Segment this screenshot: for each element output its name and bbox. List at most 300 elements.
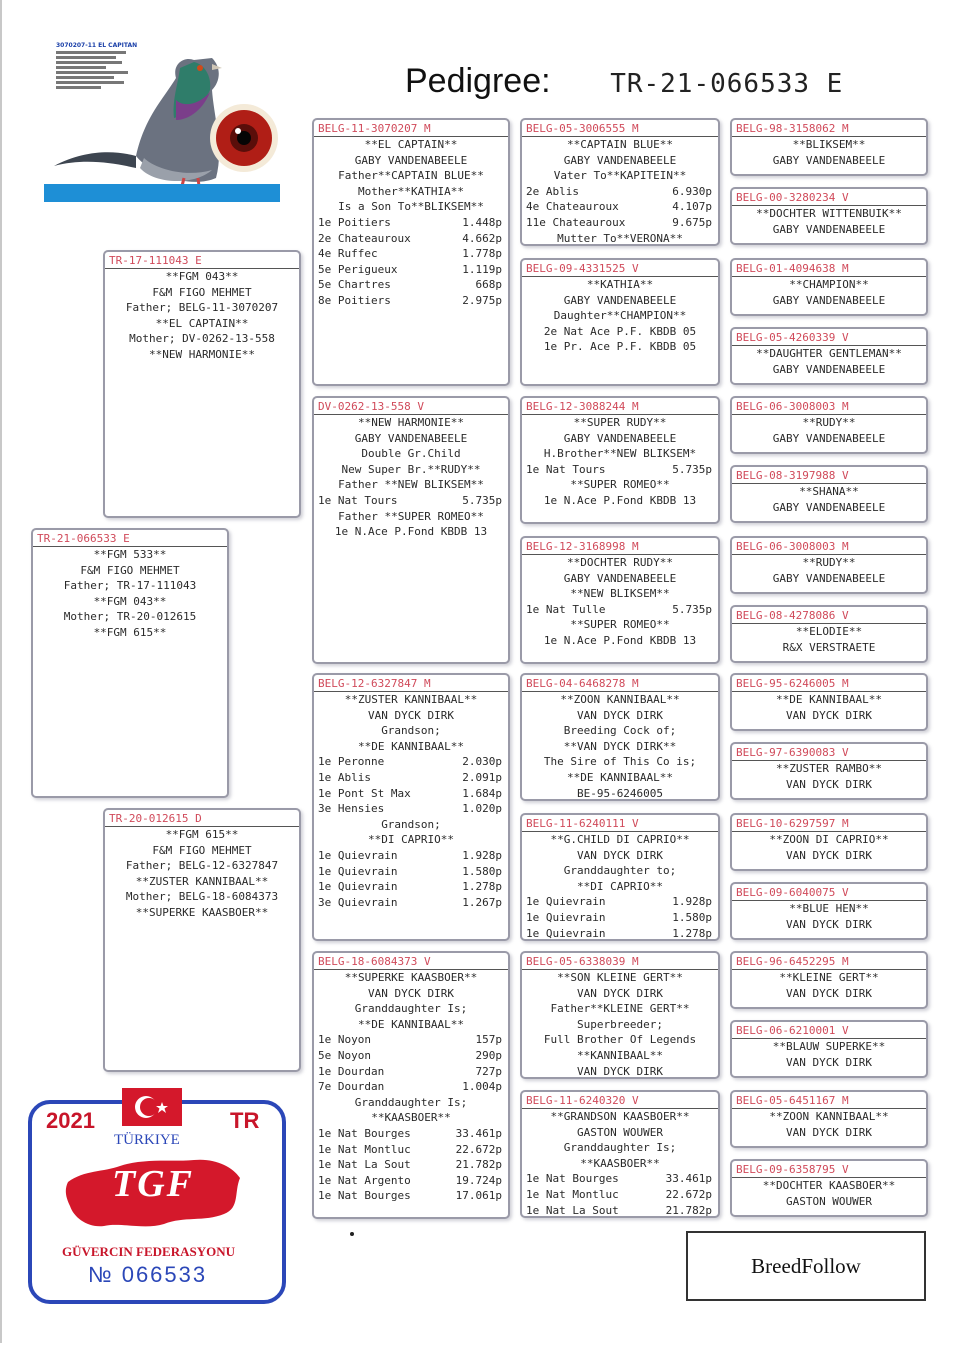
ring-number: BELG-95-6246005 M	[732, 675, 926, 692]
pedigree-line: Daughter**CHAMPION**	[553, 309, 687, 323]
result-prize: 727p	[475, 1064, 502, 1078]
ring-number: BELG-05-3006555 M	[522, 120, 718, 137]
ring-number: BELG-09-6358795 V	[732, 1161, 926, 1178]
pedigree-box-g3	[730, 258, 928, 316]
pedigree-box-ssd	[520, 258, 720, 386]
pedigree-line: Mother; DV-0262-13-558	[129, 332, 275, 346]
pedigree-line: **FGM 043**	[93, 594, 167, 608]
pedigree-line: **GRANDSON KAASBOER**	[550, 1110, 690, 1123]
result-race: 1e Nat Argento	[318, 1173, 411, 1187]
pedigree-line: **SHANA**	[799, 485, 859, 498]
pedigree-line: Father; BELG-12-6327847	[125, 859, 279, 873]
pedigree-line: Full Brother Of Legends	[543, 1033, 697, 1047]
ring-number: BELG-08-4278086 V	[732, 607, 926, 624]
pedigree-line: F&M FIGO MEHMET	[152, 285, 252, 299]
pedigree-line: 1e Pr. Ace P.F. KBDB 05	[543, 340, 697, 354]
pedigree-line: 2e Nat Ace P.F. KBDB 05	[543, 324, 697, 338]
pigeon-photo	[44, 38, 280, 202]
pedigree-line: **NEW HARMONIE**	[149, 347, 255, 361]
pedigree-box-ss	[312, 118, 510, 386]
result-race: 8e Poitiers	[318, 293, 391, 307]
pedigree-box-subject	[31, 528, 229, 798]
pedigree-box-g7	[730, 536, 928, 594]
pedigree-line: **ZUSTER RAMBO**	[776, 762, 882, 775]
ring-number: TR-20-012615 D	[105, 810, 299, 827]
stamp-country-code: TR	[230, 1108, 260, 1133]
result-row	[314, 215, 508, 231]
pedigree-line: GABY VANDENABEELE	[354, 431, 468, 445]
pedigree-line: **DOCHTER RUDY**	[567, 556, 673, 569]
pedigree-line: **SON KLEINE GERT**	[557, 971, 683, 984]
ring-number: BELG-09-6040075 V	[732, 884, 926, 901]
result-race: 5e Chartres	[318, 278, 391, 292]
pedigree-line: **DI CAPRIO**	[367, 833, 455, 847]
result-race: 1e Nat Tours	[318, 493, 398, 507]
ring-number: BELG-98-3158062 M	[732, 120, 926, 137]
pedigree-line: **ZOON KANNIBAAL**	[560, 693, 680, 706]
result-prize: 33.461p	[455, 1126, 502, 1140]
pedigree-line: VAN DYCK DIRK	[576, 986, 664, 1000]
pedigree-box-g12	[730, 882, 928, 940]
result-prize: 21.782p	[455, 1158, 502, 1172]
result-row	[314, 770, 508, 786]
pedigree-line: VAN DYCK DIRK	[785, 917, 873, 931]
result-row	[314, 1142, 508, 1158]
photo-bar	[44, 184, 280, 202]
pedigree-line: 1e N.Ace P.Fond KBDB 13	[543, 493, 697, 507]
result-prize: 5.735p	[672, 602, 712, 616]
brand-label: BreedFollow	[751, 1253, 861, 1278]
result-row	[522, 910, 718, 926]
result-race: 1e Quievrain	[318, 848, 398, 862]
pedigree-line: **ZOON DI CAPRIO**	[769, 833, 889, 846]
pedigree-line: GABY VANDENABEELE	[563, 571, 677, 585]
result-prize: 6.930p	[672, 184, 712, 198]
result-prize: 4.662p	[462, 231, 502, 245]
breedfollow-brand-box	[686, 1231, 926, 1301]
result-row	[314, 293, 508, 309]
pedigree-line: Mother; TR-20-012615	[63, 610, 197, 624]
pedigree-line: GABY VANDENABEELE	[772, 431, 886, 445]
ring-number: BELG-12-3168998 M	[522, 538, 718, 555]
pedigree-box-sss	[520, 118, 720, 246]
result-race: 1e Quievrain	[526, 926, 606, 940]
ring-number: BELG-06-3008003 M	[732, 398, 926, 415]
pedigree-line: **SUPERKE KAASBOER**	[344, 971, 478, 984]
pedigree-line: R&X VERSTRAETE	[782, 640, 876, 654]
pedigree-line: **DOCHTER WITTENBUIK**	[756, 207, 902, 220]
result-prize: 4.107p	[672, 200, 712, 214]
pedigree-line: **ZUSTER KANNIBAAL**	[344, 693, 478, 706]
result-prize: 1.448p	[462, 215, 502, 229]
result-row	[314, 1126, 508, 1142]
result-row	[314, 493, 508, 509]
pedigree-line: VAN DYCK DIRK	[367, 986, 455, 1000]
pedigree-box-ds	[312, 673, 510, 941]
pedigree-line: Mutter To**VERONA**	[557, 231, 683, 245]
result-row	[522, 1171, 718, 1187]
pedigree-line: VAN DYCK DIRK	[785, 708, 873, 722]
result-prize: 19.724p	[455, 1173, 502, 1187]
ring-number: BELG-09-4331525 V	[522, 260, 718, 277]
pedigree-line: Grandson;	[381, 724, 441, 738]
pedigree-line: GABY VANDENABEELE	[772, 362, 886, 376]
pedigree-line: **SUPER RUDY**	[573, 416, 667, 429]
pedigree-box-g1	[730, 118, 928, 176]
ring-number: TR-21-066533 E	[33, 530, 227, 547]
pedigree-box-sd	[312, 396, 510, 664]
result-prize: 22.672p	[665, 1187, 712, 1201]
result-row	[314, 1173, 508, 1189]
pedigree-line: Granddaughter Is;	[563, 1141, 677, 1155]
pedigree-line: Mother**KATHIA**	[358, 184, 464, 198]
stamp-number: № 066533	[88, 1262, 208, 1287]
pedigree-line: **KAASBOER**	[580, 1156, 660, 1170]
pedigree-line: **BLIKSEM**	[792, 138, 866, 151]
pedigree-header	[405, 62, 905, 106]
ring-number: BELG-06-6210001 V	[732, 1022, 926, 1039]
result-prize: 668p	[475, 278, 502, 292]
turkey-flag-icon	[122, 1088, 182, 1126]
result-row	[314, 262, 508, 278]
pedigree-line: Father **NEW BLIKSEM**	[338, 478, 484, 492]
pedigree-line: GABY VANDENABEELE	[772, 222, 886, 236]
result-race: 11e Chateauroux	[526, 215, 626, 229]
pedigree-box-g16	[730, 1159, 928, 1217]
pedigree-line: GABY VANDENABEELE	[772, 293, 886, 307]
result-race: 3e Hensies	[318, 802, 385, 816]
result-row	[314, 1188, 508, 1204]
result-prize: 22.672p	[455, 1142, 502, 1156]
result-row	[522, 184, 718, 200]
pedigree-line: **FGM 615**	[165, 828, 239, 841]
result-prize: 1.928p	[672, 895, 712, 909]
pedigree-line: **NEW BLIKSEM**	[570, 587, 670, 601]
pedigree-line: **KLEINE GERT**	[779, 971, 879, 984]
result-race: 1e Ablis	[318, 770, 371, 784]
pedigree-line: VAN DYCK DIRK	[576, 708, 664, 722]
result-prize: 1.928p	[462, 848, 502, 862]
result-race: 3e Quievrain	[318, 895, 398, 909]
pedigree-line: 1e N.Ace P.Fond KBDB 13	[334, 525, 488, 539]
pedigree-line: **NEW HARMONIE**	[358, 416, 464, 429]
result-row	[314, 895, 508, 911]
result-row	[314, 864, 508, 880]
result-race: 1e Nat Tours	[526, 462, 606, 476]
pedigree-line: GABY VANDENABEELE	[563, 153, 677, 167]
stamp-country: TÜRKIYE	[114, 1132, 180, 1148]
pedigree-box-g8	[730, 605, 928, 663]
result-prize: 2.030p	[462, 755, 502, 769]
result-race: 1e Nat La Sout	[318, 1158, 411, 1172]
pedigree-line: Breeding Cock of;	[563, 724, 677, 738]
result-prize: 1.778p	[462, 247, 502, 261]
pedigree-box-g6	[730, 465, 928, 523]
ring-number: BELG-97-6390083 V	[732, 744, 926, 761]
pedigree-box-g5	[730, 396, 928, 454]
result-prize: 2.975p	[462, 293, 502, 307]
result-race: 1e Noyon	[318, 1033, 371, 1047]
result-race: 5e Perigueux	[318, 262, 398, 276]
result-prize: 5.735p	[462, 493, 502, 507]
result-row	[522, 199, 718, 215]
result-race: 1e Nat Bourges	[318, 1126, 411, 1140]
pedigree-box-dss	[520, 673, 720, 801]
result-race: 5e Noyon	[318, 1048, 371, 1062]
pedigree-line: GABY VANDENABEELE	[354, 153, 468, 167]
result-race: 1e Quievrain	[318, 880, 398, 894]
result-prize: 1.684p	[462, 786, 502, 800]
pedigree-line: Grandson;	[381, 817, 441, 831]
ring-number: BELG-18-6084373 V	[314, 953, 508, 970]
pedigree-line: **RUDY**	[802, 556, 856, 569]
result-row	[522, 1187, 718, 1203]
pedigree-line: Superbreeder;	[576, 1017, 664, 1031]
pedigree-box-dam	[103, 808, 301, 1072]
pedigree-line: **SUPER ROMEO**	[570, 478, 670, 492]
pedigree-line: **CHAMPION**	[789, 278, 869, 291]
result-race: 1e Poitiers	[318, 215, 391, 229]
stamp-year: 2021	[46, 1108, 95, 1133]
pedigree-box-g11	[730, 813, 928, 871]
pedigree-line: **DE KANNIBAAL**	[567, 770, 673, 784]
pedigree-line: Granddaughter to;	[563, 864, 677, 878]
ring-number: BELG-11-6240320 V	[522, 1092, 718, 1109]
pedigree-line: **KAASBOER**	[371, 1111, 451, 1125]
result-row	[522, 1203, 718, 1218]
pedigree-line: GASTON WOUWER	[576, 1125, 664, 1139]
result-row	[522, 215, 718, 231]
result-row	[314, 754, 508, 770]
result-prize: 21.782p	[665, 1203, 712, 1217]
pedigree-line: Is a Son To**BLIKSEM**	[338, 200, 484, 214]
result-prize: 1.020p	[462, 802, 502, 816]
pedigree-line: **DI CAPRIO**	[576, 879, 664, 893]
pedigree-box-g9	[730, 673, 928, 731]
pedigree-box-g4	[730, 327, 928, 385]
pedigree-line: **KATHIA**	[586, 278, 654, 291]
pedigree-line: VAN DYCK DIRK	[576, 1064, 664, 1078]
result-row	[314, 246, 508, 262]
pedigree-box-dds	[520, 951, 720, 1079]
result-row	[314, 848, 508, 864]
result-row	[314, 1064, 508, 1080]
pedigree-line: **DE KANNIBAAL**	[776, 693, 882, 706]
pedigree-line: Father **SUPER ROMEO**	[338, 509, 484, 523]
tgf-stamp	[18, 1080, 288, 1310]
result-prize: 1.580p	[672, 910, 712, 924]
result-row	[522, 462, 718, 478]
result-race: 1e Nat La Sout	[526, 1203, 619, 1217]
pedigree-line: Granddaughter Is;	[354, 1095, 468, 1109]
pedigree-line: **FGM 615**	[93, 625, 167, 639]
pedigree-line: **CAPTAIN BLUE**	[567, 138, 673, 151]
result-race: 2e Chateauroux	[318, 231, 411, 245]
result-race: 1e Quievrain	[526, 895, 606, 909]
result-prize: 1.004p	[462, 1080, 502, 1094]
pedigree-line: GASTON WOUWER	[785, 1194, 873, 1208]
pedigree-line: GABY VANDENABEELE	[563, 431, 677, 445]
pedigree-line: VAN DYCK DIRK	[785, 848, 873, 862]
pedigree-line: Father; BELG-11-3070207	[125, 301, 279, 315]
result-row	[314, 786, 508, 802]
pedigree-line: **RUDY**	[802, 416, 856, 429]
result-race: 2e Ablis	[526, 184, 579, 198]
result-prize: 17.061p	[455, 1189, 502, 1203]
result-race: 1e Quievrain	[318, 864, 398, 878]
ring-number: BELG-11-6240111 V	[522, 815, 718, 832]
pedigree-line: GABY VANDENABEELE	[772, 500, 886, 514]
result-row	[314, 879, 508, 895]
pedigree-line: F&M FIGO MEHMET	[80, 563, 180, 577]
result-row	[314, 1157, 508, 1173]
ring-number: TR-17-111043 E	[105, 252, 299, 269]
pedigree-box-ddd	[520, 1090, 720, 1218]
result-prize: 2.091p	[462, 770, 502, 784]
result-race: 1e Nat Montluc	[318, 1142, 411, 1156]
pedigree-box-g2	[730, 187, 928, 245]
pedigree-line: 1e N.Ace P.Fond KBDB 13	[543, 633, 697, 647]
result-race: 1e Peronne	[318, 755, 385, 769]
ring-number: BELG-01-4094638 M	[732, 260, 926, 277]
result-race: 1e Nat Montluc	[526, 1187, 619, 1201]
pedigree-line: GABY VANDENABEELE	[563, 293, 677, 307]
pedigree-box-sdd	[520, 536, 720, 664]
pedigree-line: **DE KANNIBAAL**	[358, 739, 464, 753]
result-race: 1e Nat Bourges	[526, 1172, 619, 1186]
result-race: 4e Chateauroux	[526, 200, 619, 214]
pedigree-line: BE-95-6246005	[576, 786, 664, 800]
pedigree-line: VAN DYCK DIRK	[367, 708, 455, 722]
pedigree-line: The Sire of This Co is;	[543, 755, 697, 769]
ring-number: DV-0262-13-558 V	[314, 398, 508, 415]
result-race: 1e Nat Bourges	[318, 1189, 411, 1203]
ring-number: BELG-00-3280234 V	[732, 189, 926, 206]
result-row	[314, 231, 508, 247]
pedigree-line: **DOCHTER KAASBOER**	[762, 1179, 896, 1192]
result-prize: 290p	[475, 1048, 502, 1062]
pedigree-line: GABY VANDENABEELE	[772, 153, 886, 167]
pedigree-line: F&M FIGO MEHMET	[152, 843, 252, 857]
ring-number: BELG-05-6338039 M	[522, 953, 718, 970]
pedigree-line: Father**CAPTAIN BLUE**	[338, 169, 484, 183]
pedigree-line: Granddaughter Is;	[354, 1002, 468, 1016]
pedigree-box-g14	[730, 1020, 928, 1078]
ring-number: BELG-11-3070207 M	[314, 120, 508, 137]
ring-number: BELG-06-3008003 M	[732, 538, 926, 555]
pedigree-line: Mother; BELG-18-6084373	[125, 890, 279, 904]
pedigree-box-sds	[520, 396, 720, 524]
result-row	[314, 1079, 508, 1095]
pedigree-line: VAN DYCK DIRK	[785, 1055, 873, 1069]
ring-number: BELG-08-3197988 V	[732, 467, 926, 484]
pedigree-line: VAN DYCK DIRK	[785, 986, 873, 1000]
pedigree-line: **BLUE HEN**	[789, 902, 869, 915]
stamp-federation: GÜVERCIN FEDERASYONU	[62, 1244, 235, 1259]
result-prize: 1.580p	[462, 864, 502, 878]
result-prize: 1.119p	[462, 262, 502, 276]
result-row	[314, 801, 508, 817]
pedigree-line: Vater To**KAPITEIN**	[553, 169, 687, 183]
photo-caption-ring: 3070207-11 EL CAPITAN	[56, 42, 138, 49]
ring-number: BELG-12-6327847 M	[314, 675, 508, 692]
result-row	[314, 1032, 508, 1048]
result-race: 1e Pont St Max	[318, 786, 411, 800]
pedigree-line: GABY VANDENABEELE	[772, 571, 886, 585]
result-prize: 5.735p	[672, 462, 712, 476]
result-prize: 1.267p	[462, 895, 502, 909]
result-race: 1e Dourdan	[318, 1064, 385, 1078]
subject-ring-title: TR-21-066533 E	[610, 69, 844, 99]
pedigree-line: Father; TR-17-111043	[63, 579, 197, 593]
result-race: 1e Quievrain	[526, 910, 606, 924]
result-row	[522, 926, 718, 941]
pedigree-line: **DE KANNIBAAL**	[358, 1017, 464, 1031]
pedigree-box-sire	[103, 250, 301, 518]
pedigree-line: **EL CAPTAIN**	[155, 316, 249, 330]
pedigree-line: VAN DYCK DIRK	[576, 848, 664, 862]
pedigree-line: New Super Br.**RUDY**	[341, 462, 481, 476]
ring-number: BELG-05-4260339 V	[732, 329, 926, 346]
result-prize: 9.675p	[672, 215, 712, 229]
tgf-logo: TGF	[112, 1163, 194, 1205]
pedigree-line: VAN DYCK DIRK	[785, 777, 873, 791]
result-row	[522, 602, 718, 618]
pedigree-line: **ZOON KANNIBAAL**	[769, 1110, 889, 1123]
ring-number: BELG-96-6452295 M	[732, 953, 926, 970]
page-title: Pedigree:	[405, 62, 551, 100]
result-prize: 33.461p	[665, 1172, 712, 1186]
pedigree-line: Double Gr.Child	[361, 447, 461, 461]
result-row	[314, 277, 508, 293]
pedigree-line: **FGM 533**	[93, 548, 167, 561]
pedigree-line: **SUPERKE KAASBOER**	[135, 905, 269, 919]
pedigree-line: **KANNIBAAL**	[576, 1048, 664, 1062]
pedigree-line: **DAUGHTER GENTLEMAN**	[756, 347, 902, 360]
pedigree-line: **ZUSTER KANNIBAAL**	[135, 874, 269, 888]
pedigree-box-dd	[312, 951, 510, 1219]
pedigree-box-g15	[730, 1090, 928, 1148]
ring-number: BELG-12-3088244 M	[522, 398, 718, 415]
result-prize: 1.278p	[462, 880, 502, 894]
pedigree-line: Father**KLEINE GERT**	[550, 1002, 690, 1016]
pedigree-line: VAN DYCK DIRK	[785, 1125, 873, 1139]
pigeon-icon	[44, 38, 280, 202]
result-row	[522, 894, 718, 910]
result-row	[314, 1048, 508, 1064]
pedigree-line: **VAN DYCK DIRK**	[563, 739, 677, 753]
pedigree-line: **G.CHILD DI CAPRIO**	[550, 833, 690, 846]
pedigree-line: **SUPER ROMEO**	[570, 618, 670, 632]
ring-number: BELG-10-6297597 M	[732, 815, 926, 832]
result-prize: 1.278p	[672, 926, 712, 940]
pedigree-line: **BLAUW SUPERKE**	[772, 1040, 886, 1053]
result-prize: 157p	[475, 1033, 502, 1047]
result-race: 1e Nat Tulle	[526, 602, 606, 616]
pedigree-line: **FGM 043**	[165, 270, 239, 283]
pedigree-line: **EL CAPTAIN**	[364, 138, 458, 151]
result-race: 7e Dourdan	[318, 1080, 385, 1094]
ring-number: BELG-04-6468278 M	[522, 675, 718, 692]
result-race: 4e Ruffec	[318, 247, 378, 261]
pedigree-box-dsd	[520, 813, 720, 941]
pedigree-line: **ELODIE**	[795, 625, 863, 638]
pedigree-line: H.Brother**NEW BLIKSEM*	[543, 447, 697, 461]
ring-number: BELG-05-6451167 M	[732, 1092, 926, 1109]
stray-dot	[350, 1232, 354, 1236]
pedigree-box-g10	[730, 742, 928, 800]
pedigree-box-g13	[730, 951, 928, 1009]
